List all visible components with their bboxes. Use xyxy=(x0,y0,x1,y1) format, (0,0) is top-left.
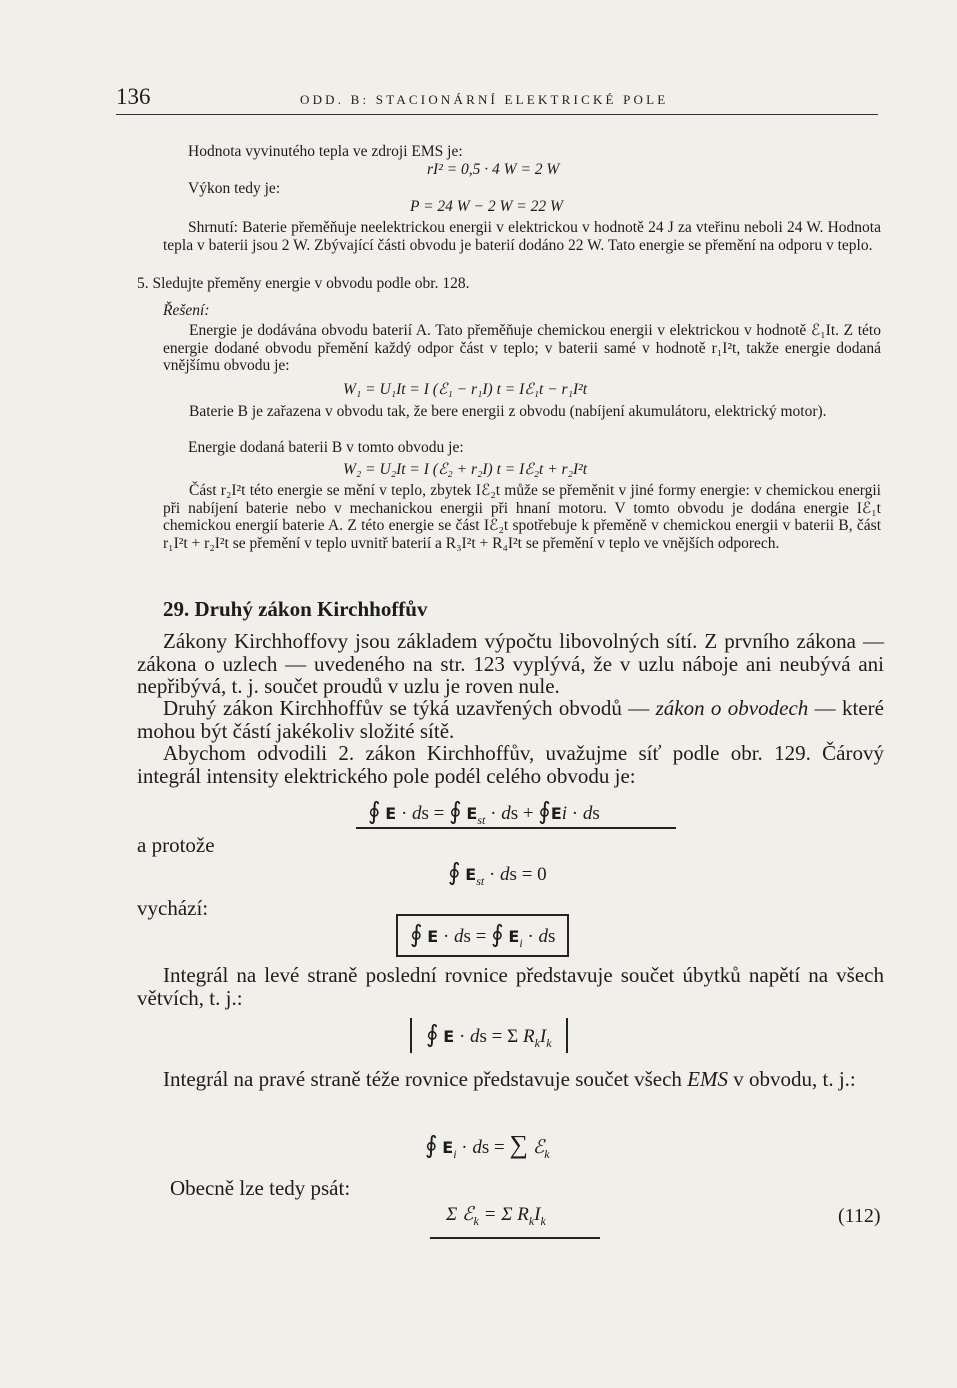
emf-sum: ∮ $E_i$ · ds = ∑ ℰ$_k$ xyxy=(425,1130,550,1161)
label-vychazi: vychází: xyxy=(137,896,209,920)
heat-intro-line: Hodnota vyvinutého tepla ve zdroji EMS je: xyxy=(188,143,463,160)
paragraph-2-text-a: Druhý zákon Kirchhoffův se týká uzavřených obvodů — xyxy=(163,696,656,720)
solution-label: Řešení: xyxy=(163,302,210,319)
exercise-5: 5. Sledujte přeměny energie v obvodu podle obr. 128. xyxy=(137,275,470,292)
paragraph-5-text-a: Integrál na pravé straně téže rovnice představuje součet všech xyxy=(163,1067,688,1091)
solution-paragraph-1: Energie je dodávána obvodu baterií A. Tato přeměňuje chemickou energii v elektrickou v hodnotě ℰ₁It. Z této energie dodané obvodu přemění každý odpor část v teplo; v baterii samé v hodnotě r₁I²t, takže energie dodaná vnějšímu obvodu je: xyxy=(163,322,881,375)
solution-paragraph-3: Energie dodaná baterii B v tomto obvodu je: xyxy=(188,439,464,456)
section-paragraph-3: Abychom odvodili 2. zákon Kirchhoffův, uvažujme síť podle obr. 129. Čárový integrál intensity elektrického pole podél celého obvodu je: xyxy=(137,741,884,788)
label-a-protoze: a protože xyxy=(137,833,215,857)
heat-equation: rI² = 0,5 · 4 W = 2 W xyxy=(427,161,560,178)
voltage-drop-sum: ∮ E · ds = Σ $R_kI_k$ xyxy=(410,1018,568,1053)
label-obecne: Obecně lze tedy psát: xyxy=(170,1176,351,1200)
section-heading: 29. Druhý zákon Kirchhoffův xyxy=(163,597,428,621)
summary-paragraph: Shrnutí: Baterie přeměňuje neelektrickou energii v elektrickou v hodnotě 24 J za vteřinu neboli 24 W. Hodnota tepla v baterii jsou 2 W. Zbývající části obvodu je baterií dodáno 22 W. Tato energie se přemění na odporu v teplo. xyxy=(163,219,881,254)
page-number: 136 xyxy=(116,84,151,109)
section-paragraph-5 xyxy=(137,1068,884,1091)
solution-paragraph-4: Část r₂I²t této energie se mění v teplo, zbytek Iℰ₂t může se přeměnit v jiné formy energie: v chemickou energii při nabíjení baterie nebo v mechanickou energii při hnaní motoru. V tomto obvodu je dodána energie Iℰ₁t chemickou energií baterie A. Z této energie se část Iℰ₂t spotřebuje k přeměně v chemickou energii v baterii B, část r₁I²t + r₂I²t se přemění v teplo uvnitř baterií a R₃I²t + R₄I²t se přemění v teplo ve vnějších odporech. xyxy=(163,482,881,552)
formula-underline xyxy=(356,827,676,829)
power-equation: P = 24 W − 2 W = 22 W xyxy=(410,198,563,215)
paragraph-5-text-b: v obvodu, t. j.: xyxy=(728,1067,856,1091)
paragraph-2-text-b: — které mohou být částí jakékoliv složité sítě. xyxy=(137,696,884,743)
paragraph-2-emphasis: zákon o obvodech xyxy=(655,696,809,720)
section-paragraph-4: Integrál na levé straně poslední rovnice představuje součet úbytků napětí na všech větvích, t. j.: xyxy=(137,963,884,1010)
solution-equation-1: W₁ = U₁It = I (ℰ₁ − r₁I) t = Iℰ₁t − r₁I²t xyxy=(343,381,588,398)
equation-number: (112) xyxy=(838,1205,881,1227)
power-intro-line: Výkon tedy je: xyxy=(188,180,281,197)
kirchhoff-integral-boxed: ∮ E · ds = ∮ $E_i$ · ds xyxy=(396,914,569,957)
solution-paragraph-2: Baterie B je zařazena v obvodu tak, že bere energii z obvodu (nabíjení akumulátoru, elektrický motor). xyxy=(189,403,827,420)
section-paragraph-1: Zákony Kirchhoffovy jsou základem výpočtu libovolných sítí. Z prvního zákona — zákona o uzlech — uvedeného na str. 123 vyplývá, že v uzlu náboje ani neubývá ani nepřibývá, t. j. součet proudů v uzlu je roven nule. xyxy=(137,629,884,698)
header-rule xyxy=(116,114,878,115)
kirchhoff-second-law: Σ ℰ$_k$ = Σ $R_kI_k$ xyxy=(446,1204,546,1228)
solution-equation-2: W₂ = U₂It = I (ℰ₂ + r₂I) t = Iℰ₂t + r₂I²t xyxy=(343,461,588,478)
paragraph-5-emphasis: EMS xyxy=(687,1067,728,1091)
final-formula-underline xyxy=(430,1237,600,1239)
running-head: ODD. B: STACIONÁRNÍ ELEKTRICKÉ POLE xyxy=(300,92,669,107)
line-integral-decomposition: ∮ E · ds = ∮ $E_{st}$ · ds + ∮Ei · ds xyxy=(368,797,600,827)
section-paragraph-2 xyxy=(137,697,884,742)
static-field-integral: ∮ $E_{st}$ · ds = 0 xyxy=(448,858,547,888)
